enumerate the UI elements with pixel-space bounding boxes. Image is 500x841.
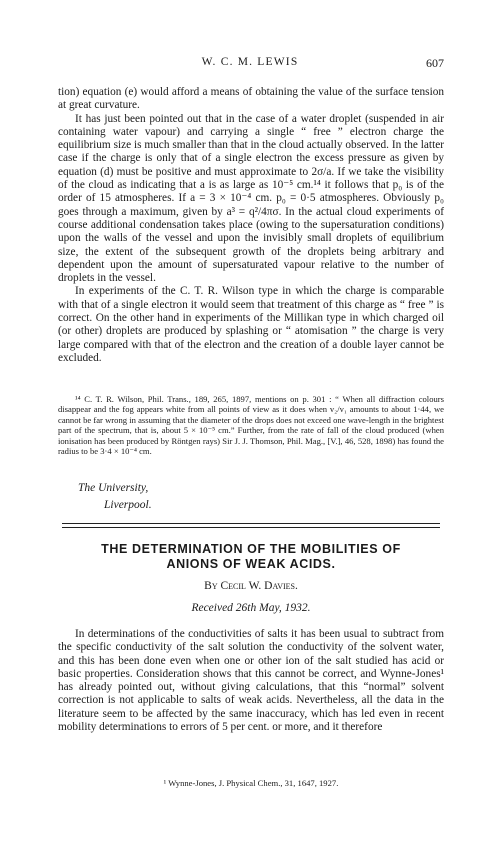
top-text-block bbox=[58, 86, 444, 365]
footnote-14-block bbox=[58, 394, 444, 456]
section-rule-bottom bbox=[62, 527, 440, 528]
received-date: Received 26th May, 1932. bbox=[191, 602, 311, 614]
article-paragraph: In determinations of the conductivities of salts it has been usual to subtract from the specific conductivity of the salt solution the conductivity of the solvent water, and this has been done even when one or other ion of the salt studied has acid or basic properties. Consideration shows that this cannot be correct, and Wynne-Jones¹ has already pointed out, without giving calculations, that this “normal” solvent correction is not applicable to salts of weak acids. Nevertheless, all the data in the literature seem to be affected by the same inaccuracy, which has led even in recent mobility determinations to errors of 5 per cent. or more, and it therefore bbox=[58, 628, 444, 734]
paragraph-continuation: tion) equation (e) would afford a means of obtaining the value of the surface tension at great curvature. bbox=[58, 86, 444, 112]
signature-city: Liverpool. bbox=[104, 499, 152, 511]
signature-institution: The University, bbox=[78, 482, 149, 494]
article-body bbox=[58, 628, 444, 734]
article-byline: By Cecil W. Davies. bbox=[204, 580, 298, 592]
footnote-1: ¹ Wynne-Jones, J. Physical Chem., 31, 1647, 1927. bbox=[163, 778, 339, 788]
running-title: W. C. M. LEWIS bbox=[201, 56, 299, 68]
running-head bbox=[58, 56, 442, 72]
paragraph-water-droplet: It has just been pointed out that in the case of a water droplet (suspended in air containing water vapour) and carrying a single “ free ” electron charge the equilibrium size is much smaller than that in the cloud actually observed. In the latter case if the charge is only that of a single electron the excess pressure as given by equation (d) must be positive and must approximate to 2σ/a. If we take the visibility of the cloud as indicating that a is as large as 10⁻⁵ cm.¹⁴ it follows that p₀ is of the order of 15 atmospheres. If a = 3 × 10⁻⁴ cm. p₀ = 0·5 atmospheres. Obviously p₀ goes through a maximum, given by a³ = q²/4πσ. In the actual cloud experiments of course additional condensation takes place (owing to the supersaturation conditions) upon the walls of the vessel and upon the invisibly small droplets of equilibrium size, the extent of the subsequent growth of the droplets being arbitrary and dependent upon the amount of supersaturated vapour relative to the number of droplets in the vessel. bbox=[58, 112, 444, 285]
article-title-line-1: THE DETERMINATION OF THE MOBILITIES OF bbox=[101, 542, 401, 556]
footnote-1-block bbox=[58, 778, 444, 788]
footnote-14: ¹⁴ C. T. R. Wilson, Phil. Trans., 189, 265, 1897, mentions on p. 301 : “ When all diffraction colours disappear and the fog appears white from all points of view as it does when v₂/v₁ amounts to about 1·44, we cannot be far wrong in assuming that the diameter of the drops does not exceed one wave-length in the brightest part of the spectrum, that is, about 5 × 10⁻⁵ cm.” Further, from the rate of fall of the cloud produced (when ionisation has been produced by Röntgen rays) Sir J. J. Thomson, Phil. Mag., [V.], 46, 528, 1898) has found the radius to be 3·4 × 10⁻⁴ cm. bbox=[58, 394, 444, 457]
page-number: 607 bbox=[426, 56, 444, 70]
paragraph-wilson-experiments: In experiments of the C. T. R. Wilson type in which the charge is comparable with that of a single electron it would seem that treatment of this charge as “ free ” is correct. On the other hand in experiments of the Millikan type in which charged oil (or other) droplets are produced by splashing or “ atomisation ” the charge is very large compared with that of the electron and the creation of a double layer cannot be excluded. bbox=[58, 285, 444, 364]
article-title-line-2: ANIONS OF WEAK ACIDS. bbox=[166, 557, 336, 571]
section-rule-top bbox=[62, 523, 440, 524]
